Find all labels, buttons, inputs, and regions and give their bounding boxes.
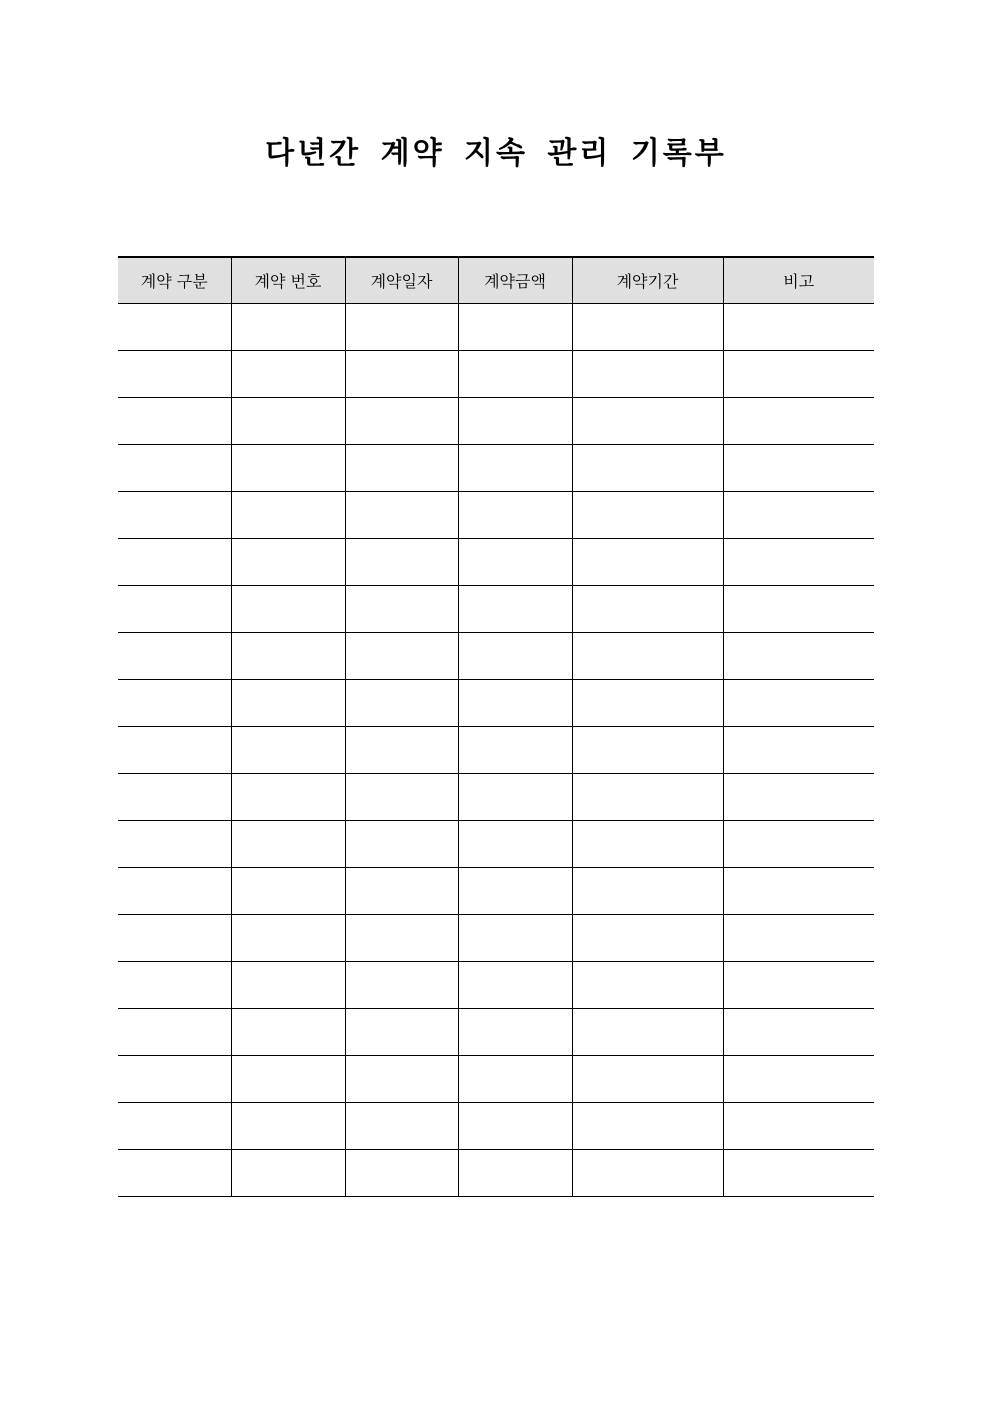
cell-contract-number[interactable] xyxy=(231,445,345,492)
cell-contract-period[interactable] xyxy=(572,351,723,398)
cell-contract-amount[interactable] xyxy=(458,304,572,351)
cell-contract-amount[interactable] xyxy=(458,915,572,962)
cell-contract-date[interactable] xyxy=(345,1009,458,1056)
cell-remarks[interactable] xyxy=(723,962,874,1009)
cell-contract-period[interactable] xyxy=(572,1056,723,1103)
cell-remarks[interactable] xyxy=(723,492,874,539)
cell-contract-type[interactable] xyxy=(118,868,231,915)
cell-contract-number[interactable] xyxy=(231,539,345,586)
cell-remarks[interactable] xyxy=(723,398,874,445)
record-table xyxy=(118,256,874,1197)
cell-contract-type[interactable] xyxy=(118,915,231,962)
table-row xyxy=(118,1103,874,1150)
cell-contract-number[interactable] xyxy=(231,1056,345,1103)
cell-remarks[interactable] xyxy=(723,586,874,633)
cell-contract-amount[interactable] xyxy=(458,398,572,445)
cell-contract-period[interactable] xyxy=(572,868,723,915)
cell-contract-number[interactable] xyxy=(231,1009,345,1056)
cell-contract-number[interactable] xyxy=(231,351,345,398)
cell-remarks[interactable] xyxy=(723,868,874,915)
table-row xyxy=(118,1056,874,1103)
cell-remarks[interactable] xyxy=(723,774,874,821)
cell-remarks[interactable] xyxy=(723,727,874,774)
header-remarks: 비고 xyxy=(723,257,874,304)
cell-contract-number[interactable] xyxy=(231,1103,345,1150)
cell-contract-date[interactable] xyxy=(345,1103,458,1150)
cell-contract-type[interactable] xyxy=(118,398,231,445)
header-contract-date: 계약일자 xyxy=(345,257,458,304)
cell-contract-date[interactable] xyxy=(345,774,458,821)
cell-contract-number[interactable] xyxy=(231,1150,345,1197)
cell-contract-amount[interactable] xyxy=(458,727,572,774)
table-row xyxy=(118,821,874,868)
cell-contract-period[interactable] xyxy=(572,445,723,492)
table-row xyxy=(118,586,874,633)
cell-contract-number[interactable] xyxy=(231,727,345,774)
cell-contract-amount[interactable] xyxy=(458,962,572,1009)
table-row xyxy=(118,539,874,586)
table-row xyxy=(118,492,874,539)
cell-contract-type[interactable] xyxy=(118,539,231,586)
cell-contract-period[interactable] xyxy=(572,680,723,727)
cell-contract-number[interactable] xyxy=(231,868,345,915)
cell-contract-amount[interactable] xyxy=(458,1150,572,1197)
cell-contract-date[interactable] xyxy=(345,633,458,680)
table-row xyxy=(118,633,874,680)
cell-contract-date[interactable] xyxy=(345,492,458,539)
cell-contract-amount[interactable] xyxy=(458,868,572,915)
cell-contract-period[interactable] xyxy=(572,1150,723,1197)
header-contract-number: 계약 번호 xyxy=(231,257,345,304)
cell-contract-number[interactable] xyxy=(231,398,345,445)
cell-contract-type[interactable] xyxy=(118,304,231,351)
cell-contract-type[interactable] xyxy=(118,1056,231,1103)
cell-contract-type[interactable] xyxy=(118,445,231,492)
cell-contract-period[interactable] xyxy=(572,727,723,774)
table-row xyxy=(118,868,874,915)
page-title: 다년간 계약 지속 관리 기록부 xyxy=(265,136,727,171)
cell-contract-type[interactable] xyxy=(118,821,231,868)
cell-contract-type[interactable] xyxy=(118,962,231,1009)
cell-contract-amount[interactable] xyxy=(458,445,572,492)
cell-contract-date[interactable] xyxy=(345,445,458,492)
table-row xyxy=(118,1009,874,1056)
cell-remarks[interactable] xyxy=(723,821,874,868)
table-row xyxy=(118,962,874,1009)
cell-contract-amount[interactable] xyxy=(458,539,572,586)
cell-contract-number[interactable] xyxy=(231,304,345,351)
cell-contract-amount[interactable] xyxy=(458,774,572,821)
cell-remarks[interactable] xyxy=(723,1009,874,1056)
cell-contract-number[interactable] xyxy=(231,821,345,868)
cell-contract-date[interactable] xyxy=(345,398,458,445)
cell-contract-date[interactable] xyxy=(345,1056,458,1103)
cell-remarks[interactable] xyxy=(723,351,874,398)
cell-contract-date[interactable] xyxy=(345,821,458,868)
cell-contract-period[interactable] xyxy=(572,398,723,445)
cell-remarks[interactable] xyxy=(723,1056,874,1103)
cell-remarks[interactable] xyxy=(723,1103,874,1150)
cell-contract-date[interactable] xyxy=(345,1150,458,1197)
cell-contract-type[interactable] xyxy=(118,351,231,398)
cell-contract-number[interactable] xyxy=(231,633,345,680)
cell-contract-number[interactable] xyxy=(231,962,345,1009)
cell-contract-type[interactable] xyxy=(118,774,231,821)
cell-contract-type[interactable] xyxy=(118,633,231,680)
cell-contract-amount[interactable] xyxy=(458,633,572,680)
cell-contract-period[interactable] xyxy=(572,586,723,633)
cell-contract-date[interactable] xyxy=(345,962,458,1009)
cell-contract-period[interactable] xyxy=(572,539,723,586)
table-row xyxy=(118,774,874,821)
cell-contract-amount[interactable] xyxy=(458,680,572,727)
cell-contract-type[interactable] xyxy=(118,727,231,774)
cell-contract-period[interactable] xyxy=(572,1103,723,1150)
cell-contract-amount[interactable] xyxy=(458,1056,572,1103)
cell-contract-number[interactable] xyxy=(231,680,345,727)
table-row xyxy=(118,915,874,962)
table-row xyxy=(118,727,874,774)
cell-contract-date[interactable] xyxy=(345,304,458,351)
table-body xyxy=(118,304,874,1197)
cell-contract-date[interactable] xyxy=(345,727,458,774)
cell-contract-period[interactable] xyxy=(572,492,723,539)
cell-contract-type[interactable] xyxy=(118,492,231,539)
cell-contract-date[interactable] xyxy=(345,539,458,586)
cell-contract-type[interactable] xyxy=(118,680,231,727)
cell-contract-amount[interactable] xyxy=(458,1103,572,1150)
cell-contract-type[interactable] xyxy=(118,586,231,633)
cell-contract-date[interactable] xyxy=(345,915,458,962)
cell-contract-date[interactable] xyxy=(345,868,458,915)
cell-contract-type[interactable] xyxy=(118,1150,231,1197)
table-row xyxy=(118,351,874,398)
cell-contract-period[interactable] xyxy=(572,304,723,351)
cell-contract-amount[interactable] xyxy=(458,351,572,398)
cell-contract-period[interactable] xyxy=(572,962,723,1009)
table-header-row xyxy=(118,257,874,304)
cell-contract-date[interactable] xyxy=(345,351,458,398)
cell-contract-amount[interactable] xyxy=(458,492,572,539)
cell-remarks[interactable] xyxy=(723,680,874,727)
cell-contract-type[interactable] xyxy=(118,1103,231,1150)
cell-contract-type[interactable] xyxy=(118,1009,231,1056)
cell-contract-period[interactable] xyxy=(572,821,723,868)
cell-remarks[interactable] xyxy=(723,915,874,962)
table-row xyxy=(118,1150,874,1197)
cell-contract-period[interactable] xyxy=(572,774,723,821)
cell-contract-number[interactable] xyxy=(231,586,345,633)
header-contract-amount: 계약금액 xyxy=(458,257,572,304)
table-row xyxy=(118,304,874,351)
cell-contract-period[interactable] xyxy=(572,915,723,962)
cell-contract-amount[interactable] xyxy=(458,1009,572,1056)
cell-contract-date[interactable] xyxy=(345,586,458,633)
cell-remarks[interactable] xyxy=(723,445,874,492)
header-contract-type: 계약 구분 xyxy=(118,257,231,304)
cell-remarks[interactable] xyxy=(723,1150,874,1197)
cell-contract-number[interactable] xyxy=(231,774,345,821)
table-row xyxy=(118,680,874,727)
cell-remarks[interactable] xyxy=(723,539,874,586)
cell-remarks[interactable] xyxy=(723,633,874,680)
cell-contract-date[interactable] xyxy=(345,680,458,727)
table-row xyxy=(118,398,874,445)
cell-contract-period[interactable] xyxy=(572,1009,723,1056)
cell-contract-number[interactable] xyxy=(231,915,345,962)
cell-contract-period[interactable] xyxy=(572,633,723,680)
table-row xyxy=(118,445,874,492)
header-contract-period: 계약기간 xyxy=(572,257,723,304)
cell-remarks[interactable] xyxy=(723,304,874,351)
cell-contract-amount[interactable] xyxy=(458,821,572,868)
cell-contract-number[interactable] xyxy=(231,492,345,539)
cell-contract-amount[interactable] xyxy=(458,586,572,633)
